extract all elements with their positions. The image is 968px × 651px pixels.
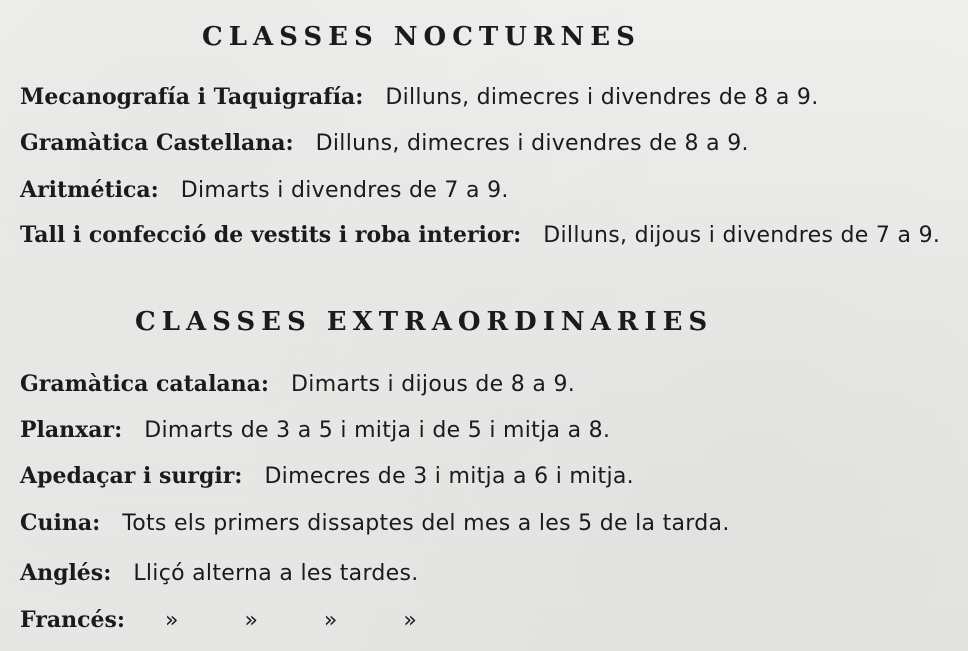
section-heading-classes-extraordinaries: CLASSES EXTRAORDINARIES <box>135 307 714 337</box>
course-label: Tall i confecció de vestits i roba interior: <box>20 222 522 248</box>
schedule-row <box>20 510 950 544</box>
schedule-row <box>20 607 950 641</box>
schedule-row <box>20 222 950 256</box>
schedule-row <box>20 463 950 497</box>
course-schedule: Lliçó alterna a les tardes. <box>133 561 419 586</box>
ditto-mark: » <box>323 608 338 633</box>
schedule-row <box>20 371 950 405</box>
course-label: Gramàtica catalana: <box>20 371 270 397</box>
course-label: Planxar: <box>20 417 123 443</box>
course-schedule: Dilluns, dimecres i divendres de 8 a 9. <box>385 85 819 110</box>
schedule-row <box>20 84 950 118</box>
course-schedule: Dimarts i dijous de 8 a 9. <box>291 372 576 397</box>
section-heading-classes-nocturnes: CLASSES NOCTURNES <box>202 22 641 52</box>
course-label: Cuina: <box>20 510 101 536</box>
schedule-row <box>20 417 950 451</box>
ditto-mark: » <box>403 608 417 633</box>
course-schedule: Dimarts i divendres de 7 a 9. <box>180 178 509 203</box>
course-schedule: Tots els primers dissaptes del mes a les 5 de la tarda. <box>122 511 730 536</box>
course-schedule: Dilluns, dijous i divendres de 7 a 9. <box>543 223 941 248</box>
course-label: Gramàtica Castellana: <box>20 130 294 156</box>
schedule-row <box>20 177 950 211</box>
schedule-row <box>20 130 950 164</box>
course-schedule: Dimecres de 3 i mitja a 6 i mitja. <box>264 464 634 489</box>
ditto-marks <box>165 608 417 634</box>
course-label: Apedaçar i surgir: <box>20 463 243 489</box>
course-label: Aritmética: <box>20 177 159 203</box>
course-schedule: Dimarts de 3 a 5 i mitja i de 5 i mitja a 8. <box>144 418 611 443</box>
course-schedule: Dilluns, dimecres i divendres de 8 a 9. <box>315 131 749 156</box>
course-label: Anglés: <box>20 560 112 586</box>
ditto-mark: » <box>244 608 258 633</box>
schedule-row <box>20 560 950 594</box>
course-label: Francés: <box>20 607 125 633</box>
ditto-mark: » <box>164 608 179 633</box>
course-label: Mecanografía i Taquigrafía: <box>20 84 364 110</box>
